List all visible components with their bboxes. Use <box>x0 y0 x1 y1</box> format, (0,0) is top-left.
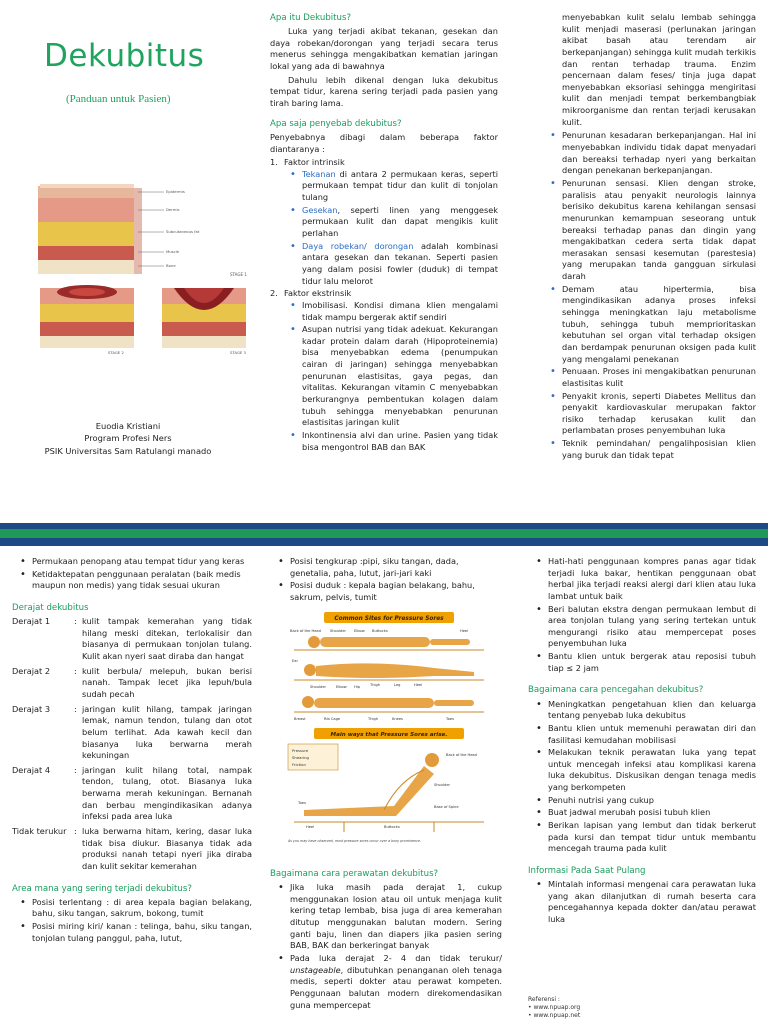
svg-text:Elbow: Elbow <box>354 629 365 633</box>
layer-muscle <box>38 246 134 260</box>
svg-text:Heel: Heel <box>306 825 315 829</box>
intrinsic-label: Faktor intrinsik <box>284 157 345 168</box>
intrinsic-list <box>270 169 498 287</box>
svg-text:Knees: Knees <box>392 717 403 721</box>
title-panel <box>0 0 256 520</box>
list-item: • Mintalah informasi mengenai cara perawatan luka yang akan dilanjutkan di rumah beserta cara pencegahannya kepada dokter dan/atau perawat luka <box>548 879 756 926</box>
layer-fat <box>38 222 134 246</box>
reference-link[interactable]: • www.npuap.org <box>528 1004 581 1012</box>
list-item: • Posisi duduk : kepala bagian belakang, bahu, sakrum, pelvis, tumit <box>290 580 502 603</box>
intrinsic-number: 1. <box>270 157 278 168</box>
list-item: • Imobilisasi. Kondisi dimana klien mengalami tidak mampu bergerak aktif sendiri <box>302 300 498 323</box>
extrinsic-list <box>270 300 498 453</box>
list-item: • Permukaan penopang atau tempat tidur yang keras <box>32 556 252 568</box>
list-item: • Meningkatkan pengetahuan klien dan keluarga tentang penyebab luka dekubitus <box>548 699 756 722</box>
list-item: • Inkontinensia alvi dan urine. Pasien yang tidak bisa mengontrol BAB dan BAK <box>302 430 498 453</box>
list-item: • Hati-hati penggunaan kompres panas agar tidak terjadi luka bakar, hentikan penggunaan obat herbal jika terjadi reaksi alergi dari klien atau luka lambat untuk baik <box>548 556 756 603</box>
figure-banner-1-text: Common Sites for Pressure Sores <box>334 616 444 622</box>
list-item: • Jika luka masih pada derajat 1, cukup menggunakan losion atau oil untuk menjaga kulit kering tetap lembab, bisa juga di area kemerahan ditutup menggunakan balutan modern. Sering ganti baju, linen dan diapers jika pasien sering BAB, BAK dan berkeringat banyak <box>290 882 502 952</box>
divider-band-accent <box>0 529 768 538</box>
degree-list <box>12 616 252 872</box>
causes-panel <box>270 12 498 517</box>
references-title: Referensi : <box>528 996 560 1003</box>
list-item: • Bantu klien untuk bergerak atau reposisi tubuh tiap ≤ 2 jam <box>548 651 756 674</box>
author-university: PSIK Universitas Sam Ratulangi manado <box>44 445 212 456</box>
care-section <box>270 868 502 1012</box>
cause-heading: Apa saja penyebab dekubitus? <box>270 118 402 129</box>
layer-dermis <box>38 198 134 222</box>
label-dermis: Dermis <box>166 207 180 212</box>
list-item: • Buat jadwal merubah posisi tubuh klien <box>548 807 756 819</box>
references <box>528 996 580 1020</box>
svg-text:Back of the Head: Back of the Head <box>290 629 321 633</box>
document-subtitle: (Panduan untuk Pasien) <box>66 93 171 105</box>
svg-text:Rib Cage: Rib Cage <box>324 717 341 721</box>
extrinsic-number: 2. <box>270 288 278 299</box>
term-gesekan: Gesekan <box>302 204 338 215</box>
svg-text:Heel: Heel <box>414 683 423 687</box>
svg-text:Base of Spine: Base of Spine <box>434 805 459 809</box>
list-item: • Posisi terlentang : di area kepala bagian belakang, bahu, siku tangan, sakrum, bokong, tumit <box>32 897 252 920</box>
area-heading: Area mana yang sering terjadi dekubitus? <box>12 883 192 894</box>
list-item: • Posisi tengkurap :pipi, siku tangan, dada, genetalia, paha, lutut, jari-jari kaki <box>290 556 502 579</box>
what-heading: Apa itu Dekubitus? <box>270 13 352 23</box>
stage-3-illustration <box>160 284 256 356</box>
svg-text:Thigh: Thigh <box>370 683 381 687</box>
list-item: • Pada luka derajat 2- 4 dan tidak terukur/ unstageable, dibutuhkan penanganan oleh tenaga medis, seperti dokter atau perawat kompeten. Penggunaan balutan modern direkomendasikan guna mempercepat <box>290 953 502 1011</box>
label-bone: Bone <box>166 263 176 268</box>
svg-text:Leg: Leg <box>394 683 401 687</box>
svg-text:Toes: Toes <box>446 717 454 721</box>
cause-intro: Penyebabnya dibagi dalam beberapa faktor diantaranya : <box>270 131 498 154</box>
label-fat: Subcutaneous fat <box>166 229 200 234</box>
skin-layers-illustration <box>34 182 256 278</box>
svg-text:Breast: Breast <box>294 717 306 721</box>
term-tekanan: Tekanan <box>302 168 336 179</box>
supine-figure <box>294 636 484 650</box>
list-item: • Beri balutan ekstra dengan permukaan lembut di area tonjolan tulang yang sering tertekan untuk mengurangi risiko atau mempercepat poses penyembuhan luka <box>548 604 756 651</box>
svg-text:Hip: Hip <box>354 685 360 689</box>
list-item: • Penyakit kronis, seperti Diabetes Mellitus dan penyakit kardiovaskular merupakan faktor risiko terhadap kerusakan kulit dan perlambatan proses penyembuhan luka <box>562 391 756 438</box>
care-heading: Bagaimana cara perawatan dekubitus? <box>270 869 439 879</box>
svg-text:Buttocks: Buttocks <box>372 629 388 633</box>
degree-row: Derajat 4 : jaringan kulit hilang total, nampak tendon, tulang, otot. Biasanya luka berwarna merah kekuningan. Bernanah dan berbau mengindikasikan adanya infeksi pada area luka <box>12 764 252 822</box>
degrees-panel <box>12 556 252 1024</box>
author-name: Euodia Kristiani <box>95 421 161 431</box>
label-muscle: Muscle <box>166 249 180 254</box>
label-epidermis: Epidermis <box>166 189 185 194</box>
document-title: Dekubitus <box>44 38 205 74</box>
extrinsic-label: Faktor ekstrinsik <box>284 288 352 299</box>
degree-row: Derajat 1 : kulit tampak kemerahan yang tidak hilang meski ditekan, terlokalisir dan biasanya di permukaan tonjolan tulang. Kulit akan nyeri saat diraba dan hangat <box>12 616 252 662</box>
layer-side <box>134 188 142 274</box>
care-list <box>270 882 502 1011</box>
degree-row: Tidak terukur : luka berwarna hitam, kering, dasar luka tidak bisa diukur. Biasanya tidak ada produksi nanah tetapi nyeri jika diraba dan kulit sekitar kemerahan <box>12 826 252 871</box>
list-item: • Penurunan kesadaran berkepanjangan. Hal ini menyebabkan individu tidak dapat menyadari dan bereaksi terhadap nyeri yang berkaitan dengan penekanan berkepanjangan. <box>562 130 756 177</box>
figure-caption: As you may have observed, most pressure sores occur over a bony prominence. <box>288 839 421 843</box>
svg-text:Shoulder: Shoulder <box>310 685 327 689</box>
degree-heading: Derajat dekubitus <box>12 602 89 613</box>
author-block <box>0 420 256 457</box>
prevent-heading: Bagaimana cara pencegahan dekubitus? <box>528 685 704 696</box>
degree-row: Derajat 3 : jaringan kulit hilang, tampak jaringan lemak, namun tendon, tulang dan otot belum terlihat. Ada kawah kecil dan biasanya luka berwarna merah kekuningan <box>12 703 252 761</box>
list-item: • Berikan lapisan yang lembut dan tidak berkerut pada kursi dan tempat tidur untuk membantu mencegah trauma pada kulit <box>548 820 756 855</box>
layer-bone <box>38 260 134 274</box>
continued-text: menyebabkan kulit selalu lembab sehingga kulit menjadi maserasi (perlunakan jaringan akibat basah atau terendam air berkepanjangan) sehingga kulit mudah terkikis dan rentan terhadap trauma. Enzim pencernaan dalam feses/ tinja juga dapat menyebabkan eksoriasi sehingga mengiritasi kulit dan menjadi tempat berkembangbiak mikroorganisme dan rentan terjadi kerusakan kulit. <box>562 12 756 127</box>
svg-text:Friction: Friction <box>292 762 306 767</box>
stage-label-3: STAGE 3 <box>230 350 246 355</box>
prevention-panel <box>528 556 756 996</box>
info-list <box>528 879 756 926</box>
pressure-sites-figure <box>284 610 494 846</box>
list-item: • Tekanan di antara 2 permukaan keras, seperti permukaan tempat tidur dan kulit di tonjolan tulang <box>302 169 498 204</box>
degree-row: Derajat 2 : kulit berbula/ melepuh, bukan berisi nanah. Tampak lecet jika lepuh/bula sudah pecah <box>12 665 252 699</box>
care-panel <box>270 556 502 1024</box>
list-item: • Asupan nutrisi yang tidak adekuat. Kekurangan kadar protein dalam darah (Hipoproteinemia) bisa menyebabkan edema (penumpukan cairan di jaringan) sehingga menyebabkan penurunan elastisitas, gaya pegas, dan vitalitas. Kekurangan vitamin C menyebabkan berkurangnya pembentukan kolagen dalam tubuh sehingga menyebabkan penurunan elastisitas jaringan kulit <box>302 324 498 429</box>
prevent-list <box>528 699 756 855</box>
author-program: Program Profesi Ners <box>84 433 172 444</box>
list-item: • Posisi miring kiri/ kanan : telinga, bahu, siku tangan, tonjolan tulang panggul, paha, lutut, <box>32 921 252 944</box>
svg-text:Shearing: Shearing <box>292 755 309 760</box>
list-item: • Penurunan sensasi. Klien dengan stroke, paralisis atau penyakit neurologis lainnya berisiko dekubitus karena kehilangan sensasi menurunkan kemampuan seseorang untuk bereaksi terhadap panas dan dingin yang mengakibatkan cedera serta tidak dapat merasakan sensasi kesemutan (parestesia) yang merupakan tanda gangguan sirkulasi darah <box>562 178 756 283</box>
list-item: • Gesekan, seperti linen yang menggesek permukaan kulit dan dapat mengikis kulit perlahan <box>302 205 498 240</box>
stage-label-1: STAGE 1 <box>230 272 247 277</box>
term-daya-robekan: Daya robekan/ dorongan <box>302 240 414 251</box>
list-item: • Daya robekan/ dorongan adalah kombinasi antara gesekan dan tekanan. Seperti pasien yang dalam posisi fowler (duduk) di tempat tidur lalu melorot <box>302 241 498 288</box>
surface-list <box>12 556 252 592</box>
list-item: • Teknik pemindahan/ pengalihposisian klien yang buruk dan tidak tepat <box>562 438 756 461</box>
what-paragraph-1: Luka yang terjadi akibat tekanan, gesekan dan daya robekan/dorongan yang terjadi secara terus menerus sehingga mengakibatkan kematian jaringan lokal yang ada di bawahnya <box>270 26 498 72</box>
svg-text:Shoulder: Shoulder <box>434 783 451 787</box>
svg-text:Ear: Ear <box>292 659 298 663</box>
svg-text:Back of the Head: Back of the Head <box>446 753 477 757</box>
svg-text:Pressure: Pressure <box>292 748 309 753</box>
info-heading: Informasi Pada Saat Pulang <box>528 865 646 876</box>
care-tips-list <box>528 556 756 674</box>
reference-link[interactable]: • www.npuap.net <box>528 1012 581 1020</box>
svg-text:Heel: Heel <box>460 629 469 633</box>
svg-text:Buttocks: Buttocks <box>384 825 400 829</box>
svg-text:Shoulder: Shoulder <box>330 629 347 633</box>
intrinsic-factor <box>270 157 498 169</box>
svg-text:Elbow: Elbow <box>336 685 347 689</box>
causes-continued-panel <box>542 12 756 517</box>
prone-figure <box>294 696 484 712</box>
position-list <box>270 556 502 604</box>
figure-banner-2-text: Main ways that Pressure Sores arise. <box>330 732 448 738</box>
list-item: • Demam atau hipertermia, bisa mengindikasikan adanya proses infeksi sehingga meningkatkan laju metabolisme tubuh, sehingga tubuh memprioritaskan kebutuhan sel organ vital terhadap oksigen dan berdampak penurunan oksigen pada kulit yang mengalami penekanan <box>562 284 756 365</box>
list-item: • Bantu klien untuk memenuhi perawatan diri dan fasilitasi kemudahan mobilisasi <box>548 723 756 746</box>
list-item: • Penuhi nutrisi yang cukup <box>548 795 756 807</box>
skin-surface <box>40 184 134 188</box>
area-list <box>12 897 252 945</box>
side-lying-figure <box>294 663 484 680</box>
list-item: • Melakukan teknik perawatan luka yang tepat untuk mencegah infeksi atau komplikasi karena luka dekubitus. Diskusikan dengan tenaga medis yang berkompeten <box>548 747 756 794</box>
stage-2-illustration <box>38 284 150 356</box>
risk-factor-list <box>542 130 756 461</box>
svg-text:Toes: Toes <box>298 801 306 805</box>
svg-text:Thigh: Thigh <box>368 717 379 721</box>
what-paragraph-2: Dahulu lebih dikenal dengan luka dekubitus tempat tidur, karena sering terjadi pada pasien yang tirah baring lama. <box>270 74 498 109</box>
extrinsic-factor <box>270 288 498 300</box>
stage-label-2: STAGE 2 <box>108 350 124 355</box>
list-item: • Ketidaktepatan penggunaan peralatan (baik medis maupun non medis) yang tidak sesuai ukuran <box>32 569 252 592</box>
list-item: • Penuaan. Proses ini mengakibatkan penurunan elastisitas kulit <box>562 366 756 389</box>
